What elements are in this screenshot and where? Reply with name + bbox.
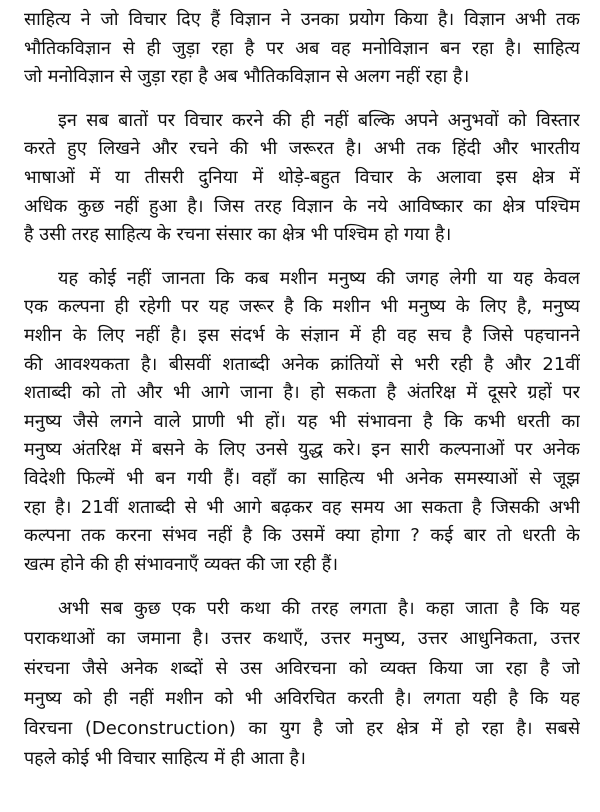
text-line: रहा है। 21वीं शताब्दी से भी आगे बढ़कर वह समय आ सकता है जिसकी अभी: [24, 496, 580, 518]
text-line: संरचना जैसे अनेक शब्दों से उस अविरचना को व्यक्त किया जा रहा है जो: [24, 658, 580, 680]
document-page: [24, 6, 580, 789]
text-line: की आवश्यकता है। बीसवीं शताब्दी अनेक क्रांतियों से भरी रही है और 21वीं: [24, 353, 580, 375]
text-line: कल्पना तक करना संभव नहीं है कि उसमें क्या होगा ? कई बार तो धरती के: [24, 525, 580, 547]
text-line: पराकथाओं का जमाना है। उत्तर कथाएँ, उत्तर मनुष्य, उत्तर आधुनिकता, उत्तर: [24, 628, 580, 650]
paragraph: [24, 6, 580, 92]
text-line: खत्म होने की ही संभावनाएँ व्यक्त की जा रही हैं।: [24, 553, 339, 575]
text-line: मशीन के लिए नहीं है। इस संदर्भ के संज्ञान में ही वह सच है जिसे पहचानने: [24, 324, 580, 346]
text-line: इन सब बातों पर विचार करने की ही नहीं बल्कि अपने अनुभवों को विस्तार: [58, 109, 580, 131]
text-line: मनुष्य को ही नहीं मशीन को भी अविरचित करती है। लगता यही है कि यह: [24, 688, 580, 710]
text-line: है उसी तरह साहित्य के रचना संसार का क्षेत्र भी पश्चिम हो गया है।: [24, 224, 452, 246]
paragraph: [24, 594, 580, 774]
text-line: भौतिकविज्ञान से ही जुड़ा रहा है पर अब वह मनोविज्ञान बन रहा है। साहित्य: [24, 37, 580, 59]
text-line: विदेशी फिल्में भी बन गयी हैं। वहाँ का साहित्य भी अनेक समस्याओं से जूझ: [24, 467, 580, 489]
text-line: साहित्य ने जो विचार दिए हैं विज्ञान ने उनका प्रयोग किया है। विज्ञान अभी तक: [24, 9, 580, 30]
text-line: विरचना (Deconstruction) का युग है जो हर क्षेत्र में हो रहा है। सबसे: [24, 718, 580, 740]
text-line: यह कोई नहीं जानता कि कब मशीन मनुष्य की जगह लेगी या यह केवल: [58, 267, 580, 289]
text-line: करते हुए लिखने और रचने की भी जरूरत है। अभी तक हिंदी और भारतीय: [24, 138, 580, 160]
text-line: अभी सब कुछ एक परी कथा की तरह लगता है। कहा जाता है कि यह: [58, 598, 580, 620]
paragraph: [24, 265, 580, 580]
text-line: पहले कोई भी विचार साहित्य में ही आता है।: [24, 748, 306, 770]
text-line: जो मनोविज्ञान से जुड़ा रहा है अब भौतिकविज्ञान से अलग नहीं रहा है।: [24, 66, 470, 88]
text-line: शताब्दी को तो और भी आगे जाना है। हो सकता है अंतरिक्ष में दूसरे ग्रहों पर: [24, 382, 580, 404]
text-line: मनुष्य जैसे लगने वाले प्राणी भी हों। यह भी संभावना है कि कभी धरती का: [24, 410, 580, 432]
text-line: भाषाओं में या तीसरी दुनिया में थोड़े-बहुत विचार के अलावा इस क्षेत्र में: [24, 166, 580, 188]
text-line: एक कल्पना ही रहेगी पर यह जरूर है कि मशीन भी मनुष्य के लिए है, मनुष्य: [24, 296, 580, 318]
text-line: मनुष्य अंतरिक्ष में बसने के लिए उनसे युद्ध करे। इन सारी कल्पनाओं पर अनेक: [24, 439, 580, 461]
paragraph: [24, 107, 580, 250]
text-line: अधिक कुछ नहीं हुआ है। जिस तरह विज्ञान के नये आविष्कार का क्षेत्र पश्चिम: [24, 195, 580, 217]
